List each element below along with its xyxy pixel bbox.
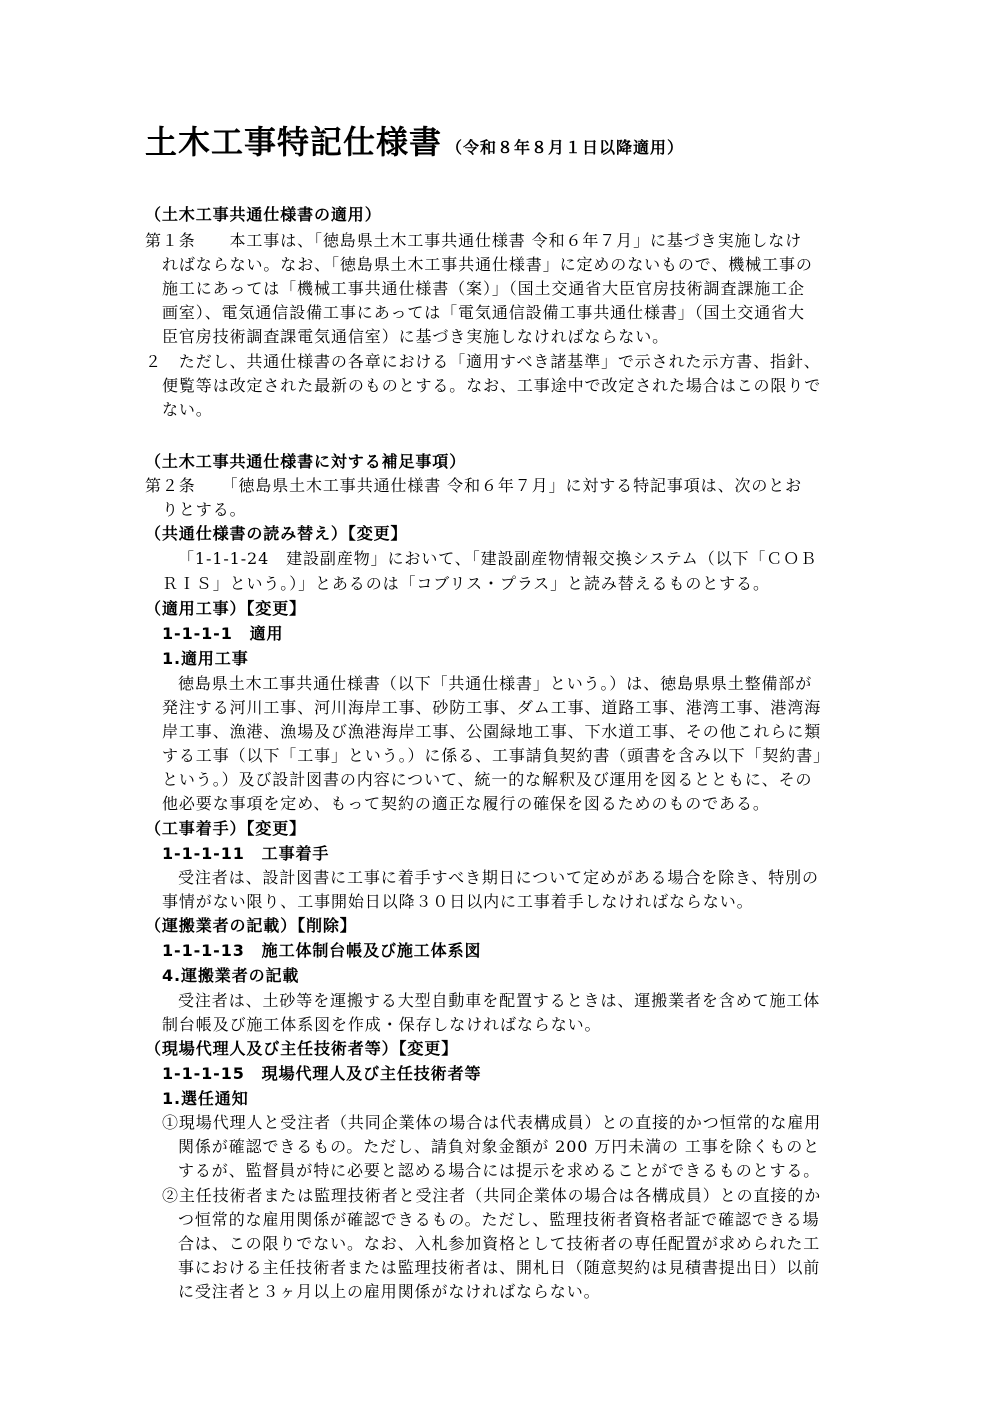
article-1-para2-line: 便覧等は改定された最新のものとする。なお、工事途中で改定された場合はこの限りで (162, 376, 822, 395)
item-heading: （共通仕様書の読み替え）【変更】 (145, 524, 408, 543)
numbered-item-line: 事における主任技術者または監理技術者は、開札日（随意契約は見積書提出日）以前 (178, 1258, 821, 1277)
article-1-line: 画室）、電気通信設備工事にあっては「電気通信設備工事共通仕様書」（国土交通省大 (162, 303, 805, 322)
numbered-item-line: に受注者と３ヶ月以上の雇用関係がなければならない。 (178, 1282, 601, 1301)
body-line: する工事（以下「工事」という。）に係る、工事請負契約書（頭書を含み以下「契約書」 (162, 746, 831, 765)
numbered-item-line: 合は、この限りでない。なお、入札参加資格として技術者の専任配置が求められた工 (178, 1234, 821, 1253)
subclause-heading: 1.適用工事 (162, 649, 249, 668)
body-line: 発注する河川工事、河川海岸工事、砂防工事、ダム工事、道路工事、港湾工事、港湾海 (162, 698, 822, 717)
numbered-item-line: 関係が確認できるもの。ただし、請負対象金額が 200 万円未満の 工事を除くものと (178, 1137, 821, 1156)
document-title (145, 122, 684, 168)
section-heading: （土木工事共通仕様書の適用） (145, 205, 382, 224)
body-line: 「1-1-1-24 建設副産物」において、「建設副産物情報交換システム（以下「ＣＯＢ (178, 549, 817, 568)
body-line: 受注者は、土砂等を運搬する大型自動車を配置するときは、運搬業者を含めて施工体 (178, 991, 821, 1010)
body-line: という。）及び設計図書の内容について、統一的な解釈及び運用を図るとともに、その (162, 770, 813, 789)
article-2-line: 第２条 「徳島県土木工事共通仕様書 令和６年７月」に対する特記事項は、次のとお (145, 476, 803, 495)
body-line: 他必要な事項を定め、もって契約の適正な履行の確保を図るためのものである。 (162, 794, 770, 813)
body-line: 事情がない限り、工事開始日以降３０日以内に工事着手しなければならない。 (162, 892, 754, 911)
clause-heading: 1-1-1-13 施工体制台帳及び施工体系図 (162, 941, 482, 960)
body-line: ＲＩＳ」という。）」とあるのは「コブリス・プラス」と読み替えるものとする。 (162, 574, 770, 593)
clause-heading: 1-1-1-15 現場代理人及び主任技術者等 (162, 1064, 482, 1083)
subclause-heading: 4.運搬業者の記載 (162, 966, 300, 985)
item-heading: （工事着手）【変更】 (145, 819, 307, 838)
clause-heading: 1-1-1-11 工事着手 (162, 844, 330, 863)
section-heading: （土木工事共通仕様書に対する補足事項） (145, 452, 467, 471)
item-heading: （運搬業者の記載）【削除】 (145, 916, 357, 935)
numbered-item-line: つ恒常的な雇用関係が確認できるもの。ただし、監理技術者資格者証で確認できる場 (178, 1210, 820, 1229)
item-heading: （適用工事）【変更】 (145, 599, 307, 618)
article-1-line: 施工にあっては「機械工事共通仕様書（案）」（国土交通省大臣官房技術調査課施工企 (162, 279, 805, 298)
article-1-para2-line: ない。 (162, 400, 213, 419)
clause-heading: 1-1-1-1 適用 (162, 624, 284, 643)
body-line: 徳島県土木工事共通仕様書（以下「共通仕様書」という。）は、徳島県県土整備部が (178, 674, 813, 693)
numbered-item-line: ①現場代理人と受注者（共同企業体の場合は代表構成員）との直接的かつ恒常的な雇用 (162, 1113, 822, 1132)
article-1-line: 第１条 本工事は、「徳島県土木工事共通仕様書 令和６年７月」に基づき実施しなけ (145, 231, 803, 250)
item-heading: （現場代理人及び主任技術者等）【変更】 (145, 1039, 459, 1058)
body-line: 制台帳及び施工体系図を作成・保存しなければならない。 (162, 1015, 602, 1034)
subclause-heading: 1.選任通知 (162, 1089, 249, 1108)
numbered-item-line: ②主任技術者または監理技術者と受注者（共同企業体の場合は各構成員）との直接的か (162, 1186, 822, 1205)
article-2-line: りとする。 (162, 500, 247, 519)
article-1-para2-line: ２ ただし、共通仕様書の各章における「適用すべき諸基準」で示された示方書、指針、 (145, 352, 821, 371)
title-main: 土木工事特記仕様書 (145, 123, 443, 161)
article-1-line: 臣官房技術調査課電気通信室）に基づき実施しなければならない。 (162, 327, 670, 346)
article-1-line: ればならない。なお、「徳島県土木工事共通仕様書」に定めのないもので、機械工事の (162, 255, 813, 274)
body-line: 受注者は、設計図書に工事に着手すべき期日について定めがある場合を除き、特別の (178, 868, 819, 887)
body-line: 岸工事、漁港、漁場及び漁港海岸工事、公園緑地工事、下水道工事、その他これらに類 (162, 722, 822, 741)
numbered-item-line: するが、監督員が特に必要と認める場合には提示を求めることができるものとする。 (178, 1161, 821, 1180)
title-effective-date: （令和８年８月１日以降適用） (446, 138, 685, 157)
